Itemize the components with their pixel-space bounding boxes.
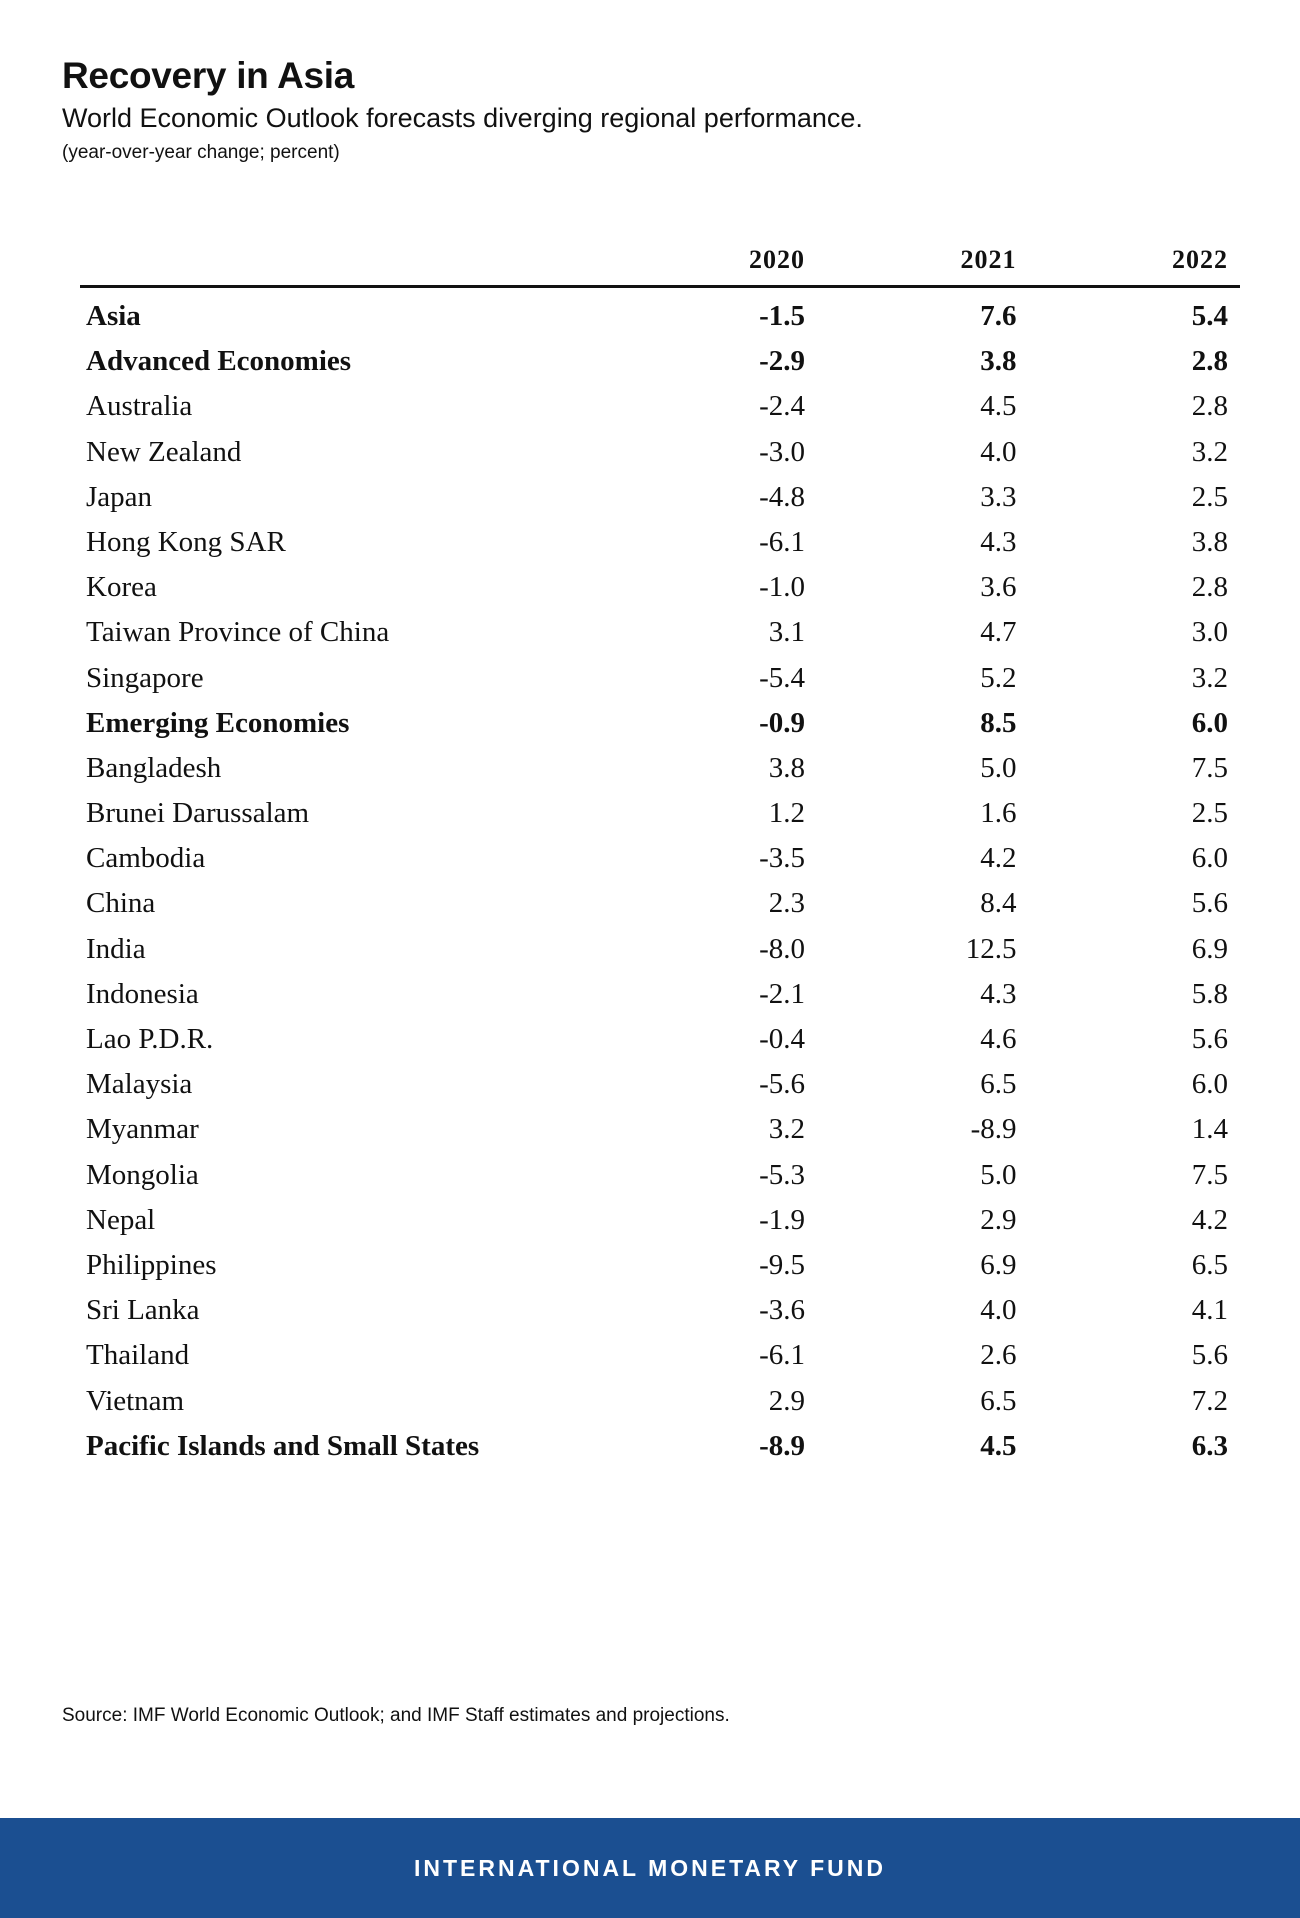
row-value-2021: 6.5 <box>980 1384 1017 1417</box>
row-value-2021: 4.2 <box>980 842 1017 875</box>
row-value-2020: -3.6 <box>759 1294 806 1327</box>
row-value-2022: 1.4 <box>1191 1113 1228 1146</box>
row-value-2021: 8.4 <box>980 887 1017 920</box>
table-row <box>80 746 1240 791</box>
row-value-2020: -9.5 <box>759 1248 806 1281</box>
row-value-2022: 6.3 <box>1191 1429 1228 1462</box>
table-row <box>80 287 1240 340</box>
row-label: Japan <box>86 480 153 513</box>
column-header-label <box>80 245 606 287</box>
row-value-2021: 4.3 <box>980 525 1017 558</box>
row-value-2021: 3.6 <box>980 571 1017 604</box>
table-row <box>80 1062 1240 1107</box>
row-value-2020: -2.9 <box>759 345 806 378</box>
row-label: Malaysia <box>86 1068 193 1101</box>
row-value-2022: 2.8 <box>1191 345 1228 378</box>
table-row <box>80 701 1240 746</box>
row-value-2022: 5.4 <box>1191 300 1228 332</box>
data-table-container <box>80 245 1240 1469</box>
footer-organization: INTERNATIONAL MONETARY FUND <box>414 1854 886 1881</box>
row-value-2021: 4.5 <box>980 390 1017 423</box>
row-label: New Zealand <box>86 435 242 468</box>
row-value-2022: 5.6 <box>1191 887 1228 920</box>
table-row <box>80 1424 1240 1469</box>
data-table <box>80 245 1240 1469</box>
row-label: Asia <box>86 300 141 332</box>
row-value-2021: 2.9 <box>980 1203 1017 1236</box>
table-row <box>80 1107 1240 1152</box>
row-label: Bangladesh <box>86 751 222 784</box>
row-value-2021: 4.6 <box>980 1023 1017 1055</box>
row-value-2022: 3.2 <box>1191 661 1228 694</box>
row-value-2022: 6.0 <box>1191 706 1228 739</box>
table-row <box>80 791 1240 836</box>
row-value-2022: 6.5 <box>1191 1248 1228 1281</box>
row-label: Emerging Economies <box>86 706 350 739</box>
row-value-2021: 1.6 <box>980 797 1017 830</box>
row-label: Advanced Economies <box>86 345 352 378</box>
row-value-2020: 1.2 <box>768 797 806 830</box>
footer-bar <box>0 1818 1300 1918</box>
row-value-2022: 3.2 <box>1191 435 1228 468</box>
row-value-2021: 4.5 <box>980 1429 1017 1462</box>
row-label: Mongolia <box>86 1158 199 1191</box>
row-value-2020: -1.5 <box>759 300 806 332</box>
row-label: Brunei Darussalam <box>86 797 310 830</box>
row-value-2022: 5.6 <box>1191 1339 1228 1372</box>
row-value-2021: 4.0 <box>980 435 1017 468</box>
row-value-2021: -8.9 <box>970 1113 1017 1146</box>
table-row <box>80 1017 1240 1062</box>
row-value-2022: 2.5 <box>1191 480 1228 513</box>
page-subtitle: World Economic Outlook forecasts diverging regional performance. <box>62 102 863 133</box>
row-value-2020: -6.1 <box>759 525 806 558</box>
row-value-2020: -3.0 <box>759 435 806 468</box>
table-row <box>80 565 1240 610</box>
row-label: Vietnam <box>86 1384 185 1417</box>
row-value-2021: 6.9 <box>980 1248 1017 1281</box>
row-value-2020: 3.1 <box>768 616 806 649</box>
table-row <box>80 1243 1240 1288</box>
row-value-2022: 3.8 <box>1191 525 1228 558</box>
table-row <box>80 1152 1240 1197</box>
row-label: Nepal <box>86 1203 156 1236</box>
row-value-2020: -5.6 <box>759 1068 806 1101</box>
table-row <box>80 384 1240 429</box>
row-value-2022: 2.8 <box>1191 571 1228 604</box>
row-value-2020: 2.9 <box>768 1384 806 1417</box>
source-note: Source: IMF World Economic Outlook; and IMF Staff estimates and projections. <box>62 1705 730 1726</box>
row-value-2020: -1.9 <box>759 1203 806 1236</box>
row-value-2022: 2.5 <box>1191 797 1228 830</box>
row-value-2022: 6.0 <box>1191 842 1228 875</box>
table-row <box>80 927 1240 972</box>
row-value-2020: -4.8 <box>759 480 806 513</box>
row-value-2022: 4.1 <box>1191 1294 1228 1327</box>
row-value-2021: 2.6 <box>980 1339 1017 1372</box>
column-header-2022: 2022 <box>1172 245 1228 274</box>
row-value-2022: 4.2 <box>1191 1203 1228 1236</box>
row-label: Myanmar <box>86 1113 199 1146</box>
row-value-2021: 8.5 <box>980 706 1017 739</box>
row-value-2021: 3.8 <box>980 345 1017 378</box>
row-label: Hong Kong SAR <box>86 525 286 558</box>
row-value-2021: 4.0 <box>980 1294 1017 1327</box>
table-row <box>80 475 1240 520</box>
header <box>62 56 1242 164</box>
row-label: Indonesia <box>86 977 199 1010</box>
row-value-2020: -0.9 <box>759 706 806 739</box>
table-row <box>80 1288 1240 1333</box>
row-value-2021: 6.5 <box>980 1068 1017 1101</box>
row-value-2020: -2.4 <box>759 390 806 423</box>
row-value-2022: 7.5 <box>1191 751 1228 784</box>
row-value-2020: -1.0 <box>759 571 806 604</box>
row-value-2022: 5.6 <box>1191 1023 1228 1055</box>
row-value-2020: 3.8 <box>768 751 806 784</box>
table-row <box>80 972 1240 1017</box>
row-value-2022: 7.5 <box>1191 1158 1228 1191</box>
row-value-2021: 12.5 <box>965 932 1017 965</box>
row-value-2021: 4.7 <box>980 616 1017 649</box>
table-row <box>80 520 1240 565</box>
table-row <box>80 655 1240 700</box>
row-value-2021: 3.3 <box>980 480 1017 513</box>
row-value-2021: 7.6 <box>980 300 1017 332</box>
units-note: (year-over-year change; percent) <box>62 141 340 163</box>
table-header-row <box>80 245 1240 287</box>
row-value-2022: 3.0 <box>1191 616 1228 649</box>
row-value-2020: -5.3 <box>759 1158 806 1191</box>
row-label: Lao P.D.R. <box>86 1023 214 1055</box>
row-label: Thailand <box>86 1339 190 1372</box>
row-value-2021: 5.0 <box>980 1158 1017 1191</box>
row-value-2020: -8.0 <box>759 932 806 965</box>
row-label: Philippines <box>86 1248 217 1281</box>
page-title: Recovery in Asia <box>62 55 355 96</box>
row-value-2022: 6.9 <box>1191 932 1228 965</box>
table-row <box>80 1333 1240 1378</box>
row-value-2021: 4.3 <box>980 977 1017 1010</box>
column-header-2021: 2021 <box>960 245 1017 274</box>
table-row <box>80 881 1240 926</box>
row-value-2022: 2.8 <box>1191 390 1228 423</box>
table-body <box>80 287 1240 1469</box>
row-value-2020: 2.3 <box>768 887 806 920</box>
row-value-2021: 5.2 <box>980 661 1017 694</box>
row-label: Pacific Islands and Small States <box>86 1429 480 1462</box>
row-label: India <box>86 932 146 965</box>
row-value-2022: 5.8 <box>1191 977 1228 1010</box>
row-label: Australia <box>86 390 193 423</box>
table-header <box>80 245 1240 287</box>
row-label: China <box>86 887 156 920</box>
row-label: Singapore <box>86 661 204 694</box>
row-value-2022: 7.2 <box>1191 1384 1228 1417</box>
row-label: Sri Lanka <box>86 1294 200 1327</box>
row-value-2020: -0.4 <box>759 1023 806 1055</box>
row-value-2020: -8.9 <box>759 1429 806 1462</box>
row-value-2020: 3.2 <box>768 1113 806 1146</box>
table-row <box>80 836 1240 881</box>
row-value-2020: -5.4 <box>759 661 806 694</box>
table-row <box>80 429 1240 474</box>
row-label: Korea <box>86 571 157 604</box>
table-row <box>80 1198 1240 1243</box>
table-row <box>80 339 1240 384</box>
row-value-2020: -3.5 <box>759 842 806 875</box>
table-row <box>80 1378 1240 1423</box>
row-value-2020: -6.1 <box>759 1339 806 1372</box>
row-label: Taiwan Province of China <box>86 616 390 649</box>
column-header-2020: 2020 <box>749 245 806 274</box>
row-value-2022: 6.0 <box>1191 1068 1228 1101</box>
row-value-2021: 5.0 <box>980 751 1017 784</box>
row-value-2020: -2.1 <box>759 977 806 1010</box>
table-row <box>80 610 1240 655</box>
row-label: Cambodia <box>86 842 206 875</box>
